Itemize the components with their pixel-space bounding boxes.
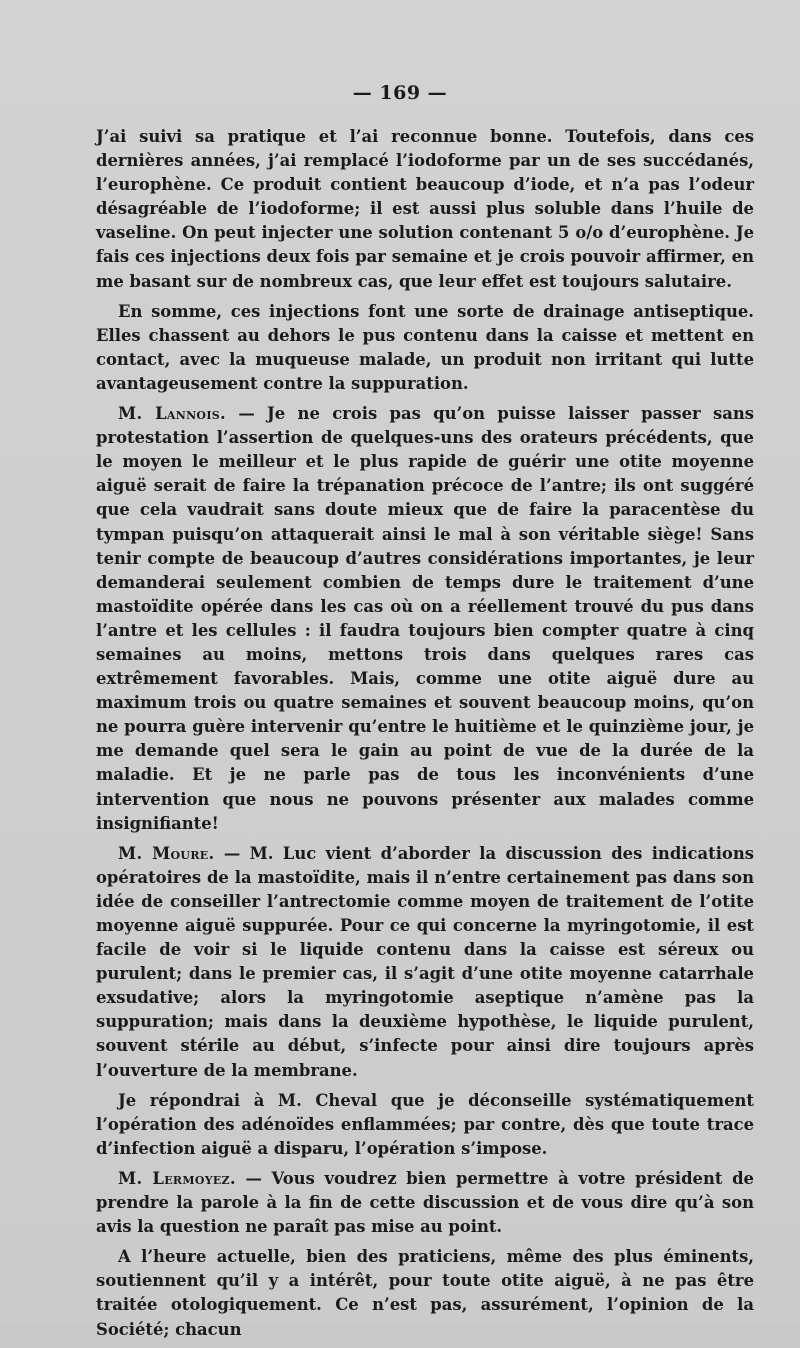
body-text [96, 125, 754, 1348]
paragraph-text: Je répondrai à M. Cheval que je déconseille systématiquement l’opération des adénoïdes enflammées; par contre, dès que toute trace d’infection aiguë a disparu, l’opération s’impose. [96, 1090, 754, 1158]
paragraph-praticiens [96, 1245, 754, 1341]
paragraph-text: A l’heure actuelle, bien des praticiens, même des plus éminents, soutiennent qu’il y a intérêt, pour toute otite aiguë, à ne pas être traitée otologiquement. Ce n’est pas, assurément, l’opinion de la Société; chacun [96, 1247, 754, 1339]
paragraph-lannois [96, 402, 754, 836]
paragraph-text: En somme, ces injections font une sorte de drainage antiseptique. Elles chassent au dehors le pus contenu dans la caisse et mettent en contact, avec la muqueuse malade, un produit non irritant qui lutte avantageusement contre la suppuration. [96, 301, 754, 393]
paragraph-drainage [96, 300, 754, 396]
paragraph-text: J’ai suivi sa pratique et l’ai reconnue bonne. Toutefois, dans ces dernières années, j’ai remplacé l’iodoforme par un de ses succédanés, l’europhène. Ce produit contient beaucoup d’iode, et n’a pas l’odeur désagréable de l’iodoforme; il est aussi plus soluble dans l’huile de vaseline. On peut injecter une solution contenant 5 o/o d’europhène. Je fais ces injections deux fois par semaine et je crois pouvoir affirmer, en me basant sur de nombreux cas, que leur effet est toujours salutaire. [96, 127, 754, 291]
paragraph-cheval-reply [96, 1089, 754, 1161]
speaker-name: M. Lannois. [118, 404, 227, 424]
paragraph-text: — Vous voudrez bien permettre à votre président de prendre la parole à la fin de cette discussion et de vous dire qu’à son avis la question ne paraît pas mise au point. [96, 1168, 754, 1237]
page-number: — 169 — [352, 82, 448, 104]
paragraph-text: — M. Luc vient d’aborder la discussion des indications opératoires de la mastoïdite, mais il n’entre certainement pas dans son idée de conseiller l’antrectomie comme moyen de traitement de l’otite moyenne aiguë suppurée. Pour ce qui concerne la myringotomie, il est facile de voir si le liquide contenu dans la caisse est séreux ou purulent; dans le premier cas, il s’agit d’une otite moyenne catarrhale exsudative; alors la myringotomie aseptique n’amène pas la suppuration; mais dans la deuxième hypothèse, le liquide purulent, souvent stérile au début, s’infecte pour ainsi dire toujours après l’ouverture de la membrane. [96, 843, 754, 1080]
speaker-name: M. Lermoyez. [118, 1168, 236, 1188]
paragraph-europhene [96, 125, 754, 294]
paragraph-lermoyez [96, 1167, 754, 1239]
speaker-name: M. Moure. [118, 843, 215, 863]
paragraph-text: — Je ne crois pas qu’on puisse laisser passer sans protestation l’assertion de quelques-uns des orateurs précédents, que le moyen le meilleur et le plus rapide de guérir une otite moyenne aiguë serait de faire la trépanation précoce de l’antre; ils ont suggéré que cela vaudrait sans doute mieux que de faire la paracentèse du tympan puisqu’on attaquerait ainsi le mal à son véritable siège! Sans tenir compte de beaucoup d’autres considérations importantes, je leur demanderai seulement combien de temps dure le traitement d’une mastoïdite opérée dans les cas où on a réellement trouvé du pus dans l’antre et les cellules : il faudra toujours bien compter quatre à cinq semaines au moins, mettons trois dans quelques rares cas extrêmement favorables. Mais, comme une otite aiguë dure au maximum trois ou quatre semaines et souvent beaucoup moins, qu’on ne pourra guère intervenir qu’entre le huitième et le quinzième jour, je me demande quel sera le gain au point de vue de la durée de la maladie. Et je ne parle pas de tous les inconvénients d’une intervention que nous ne pouvons présenter aux malades comme insignifiante! [96, 404, 754, 833]
paragraph-moure [96, 842, 754, 1083]
